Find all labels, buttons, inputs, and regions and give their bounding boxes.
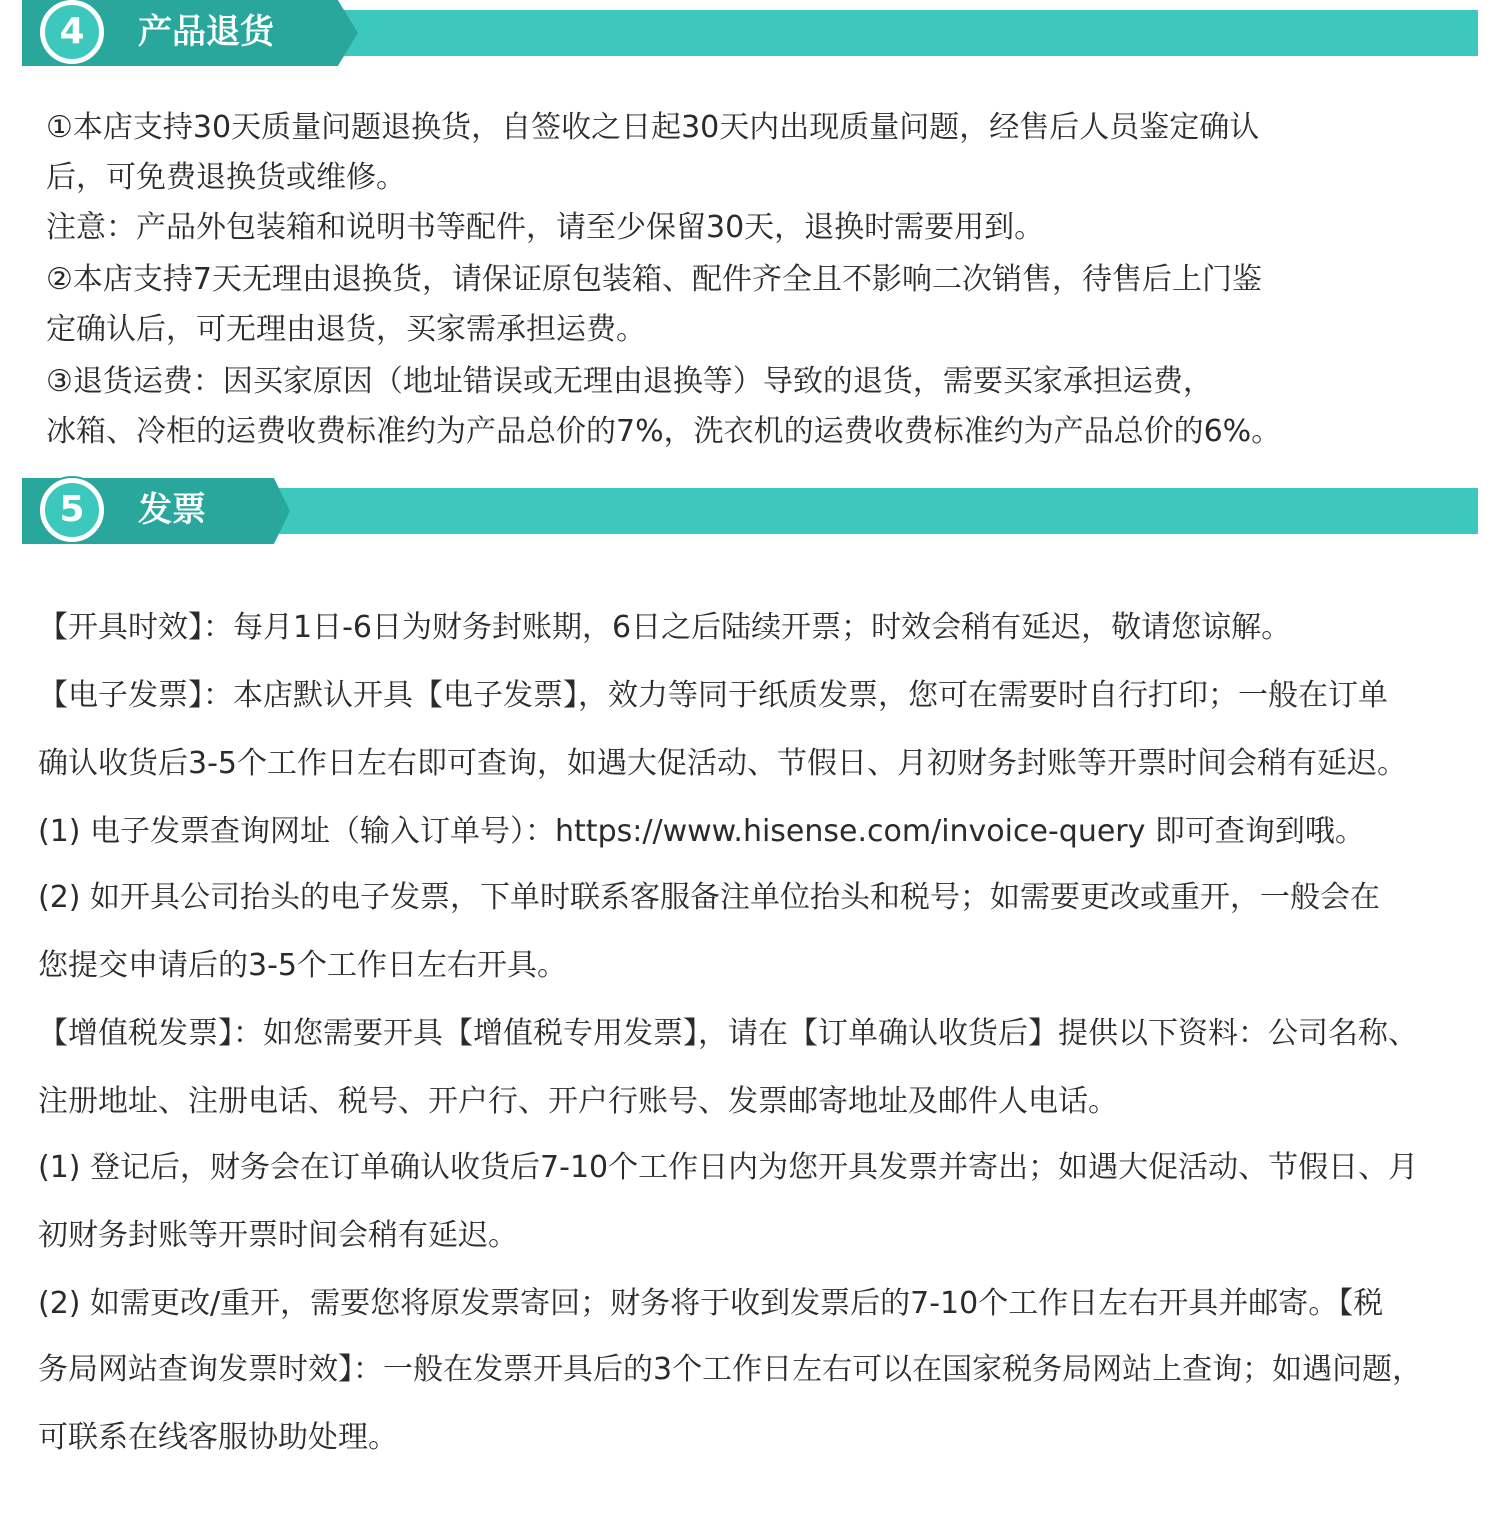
return-line-7: 冰箱、冷柜的运费收费标准约为产品总价的7%，洗衣机的运费收费标准约为产品总价的6%。 — [46, 414, 1282, 449]
invoice-line-5: (2) 如开具公司抬头的电子发票，下单时联系客服备注单位抬头和税号；如需要更改或重开，一般会在 — [38, 880, 1381, 915]
section-number-badge: 4 — [40, 0, 104, 64]
invoice-line-11: (2) 如需更改/重开，需要您将原发票寄回；财务将于收到发票后的7-10个工作日左右开具并邮寄。【税 — [38, 1286, 1384, 1321]
invoice-line-7: 【增值税发票】：如您需要开具【增值税专用发票】，请在【订单确认收货后】提供以下资料：公司名称、 — [38, 1016, 1418, 1051]
section-number-badge: 5 — [40, 478, 104, 542]
return-line-1: ①本店支持30天质量问题退换货，自签收之日起30天内出现质量问题，经售后人员鉴定确认 — [46, 110, 1260, 145]
return-line-3: 注意：产品外包装箱和说明书等配件，请至少保留30天，退换时需要用到。 — [46, 210, 1045, 245]
invoice-line-6: 您提交申请后的3-5个工作日左右开具。 — [38, 948, 567, 983]
return-line-4: ②本店支持7天无理由退换货，请保证原包装箱、配件齐全且不影响二次销售，待售后上门鉴 — [46, 262, 1262, 297]
section-title: 发票 — [138, 490, 206, 530]
invoice-line-13: 可联系在线客服协助处理。 — [38, 1420, 398, 1455]
return-line-6: ③退货运费：因买家原因（地址错误或无理由退换等）导致的退货，需要买家承担运费， — [46, 364, 1213, 399]
return-line-5: 定确认后，可无理由退货，买家需承担运费。 — [46, 312, 646, 347]
return-line-2: 后，可免费退换货或维修。 — [46, 160, 406, 195]
section-5-header — [22, 478, 1478, 550]
invoice-line-2: 【电子发票】：本店默认开具【电子发票】，效力等同于纸质发票，您可在需要时自行打印；一般在订单 — [38, 678, 1388, 713]
invoice-line-8: 注册地址、注册电话、税号、开户行、开户行账号、发票邮寄地址及邮件人电话。 — [38, 1084, 1118, 1119]
section-title: 产品退货 — [138, 12, 274, 52]
section-4-header — [22, 0, 1478, 72]
invoice-line-1: 【开具时效】：每月1日-6日为财务封账期，6日之后陆续开票；时效会稍有延迟，敬请您谅解。 — [38, 610, 1292, 645]
invoice-line-12: 务局网站查询发票时效】：一般在发票开具后的3个工作日左右可以在国家税务局网站上查询；如遇问题， — [38, 1352, 1423, 1387]
invoice-line-4: (1) 电子发票查询网址（输入订单号）：https://www.hisense.com/invoice-query 即可查询到哦。 — [38, 814, 1365, 849]
invoice-line-3: 确认收货后3-5个工作日左右即可查询，如遇大促活动、节假日、月初财务封账等开票时间会稍有延迟。 — [38, 746, 1407, 781]
invoice-line-9: (1) 登记后，财务会在订单确认收货后7-10个工作日内为您开具发票并寄出；如遇大促活动、节假日、月 — [38, 1150, 1419, 1185]
invoice-line-10: 初财务封账等开票时间会稍有延迟。 — [38, 1218, 518, 1253]
